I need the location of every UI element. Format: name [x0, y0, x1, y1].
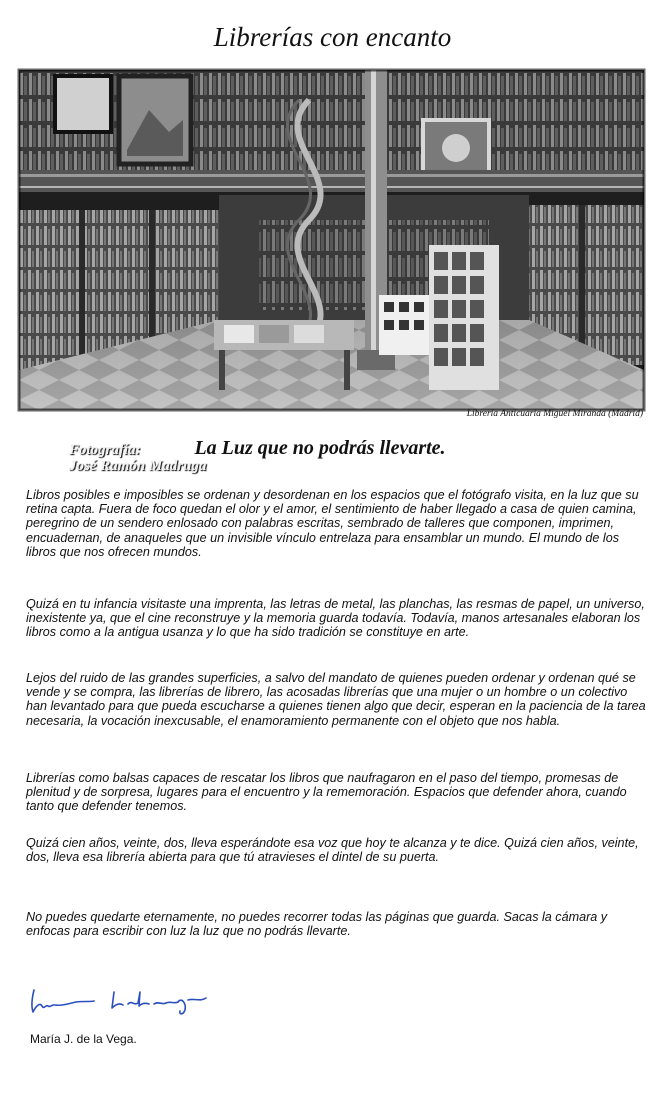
photo-credit-author: José Ramón Madruga	[69, 458, 207, 474]
paragraph-3	[26, 671, 651, 728]
article-subtitle: La Luz que no podrás llevarte.	[194, 437, 446, 459]
bookshop-photo-illustration	[19, 70, 644, 410]
paragraph-text: Lejos del ruido de las grandes superficies, a salvo del mandato de quienes pueden ordenar y ordenan qué se vende y se compra, las librerías de librero, las acosadas librerías que una mujer o un hombre o un colectivo han levantado para que pueda escucharse a quienes tienen algo que decir, esperan en la paciencia de la tarea necesaria, la vocación inexcusable, el enamoramiento permanente con el objeto que nos habla.	[26, 671, 646, 728]
paragraph-5	[26, 836, 651, 864]
handwritten-signature	[28, 984, 218, 1029]
paragraph-4	[26, 771, 651, 814]
paragraph-2	[26, 597, 651, 640]
paragraph-text: Librerías como balsas capaces de rescatar los libros que naufragaron en el paso del tiempo, promesas de plenitud y de sorpresa, lugares para el encuentro y la rememoración. Espacios que defender ahora, cuando tanto que defender tenemos.	[26, 771, 627, 814]
signature-scribble	[28, 984, 218, 1024]
page-title: Librerías con encanto	[213, 22, 452, 52]
photo-caption: Librería Anticuaria Miguel Miranda (Madrid)	[466, 409, 643, 419]
paragraph-text: Quizá cien años, veinte, dos, lleva esperándote esa voz que hoy te alcanza y te dice. Quizá cien años, veinte, dos, lleva esa librería abierta para que tú atravieses el dintel de su puerta.	[26, 836, 639, 865]
author-name: María J. de la Vega.	[30, 1032, 137, 1046]
paragraph-1	[26, 488, 651, 559]
photo-credit-label: Fotografía:	[69, 442, 141, 458]
paragraph-6	[26, 910, 651, 938]
paragraph-text: Libros posibles e imposibles se ordenan y desordenan en los espacios que el fotógrafo visita, en la luz que su retina capta. Fuera de foco quedan el olor y el amor, el sentimiento de haber llegado a casa de quien camina, peregrino de un sendero enlosado con palabras escritas, sembrado de talleres que componen, imprimen, encuadernan, de anaqueles que un invisible vínculo entrelaza para ensamblar un mundo. El mundo de los libros que nos ofrecen mundos.	[26, 488, 639, 559]
paragraph-text: Quizá en tu infancia visitaste una imprenta, las letras de metal, las planchas, las resmas de papel, un universo, inexistente ya, que el cine reconstruye y la memoria guarda todavía. Todavía, manos artesanales elaboran los libros como a la antigua usanza y lo que ha sido tradición se constituye en arte.	[26, 597, 645, 640]
paragraph-text: No puedes quedarte eternamente, no puedes recorrer todas las páginas que guarda. Sacas la cámara y enfocas para escribir con luz la luz que no podrás llevarte.	[26, 910, 608, 939]
